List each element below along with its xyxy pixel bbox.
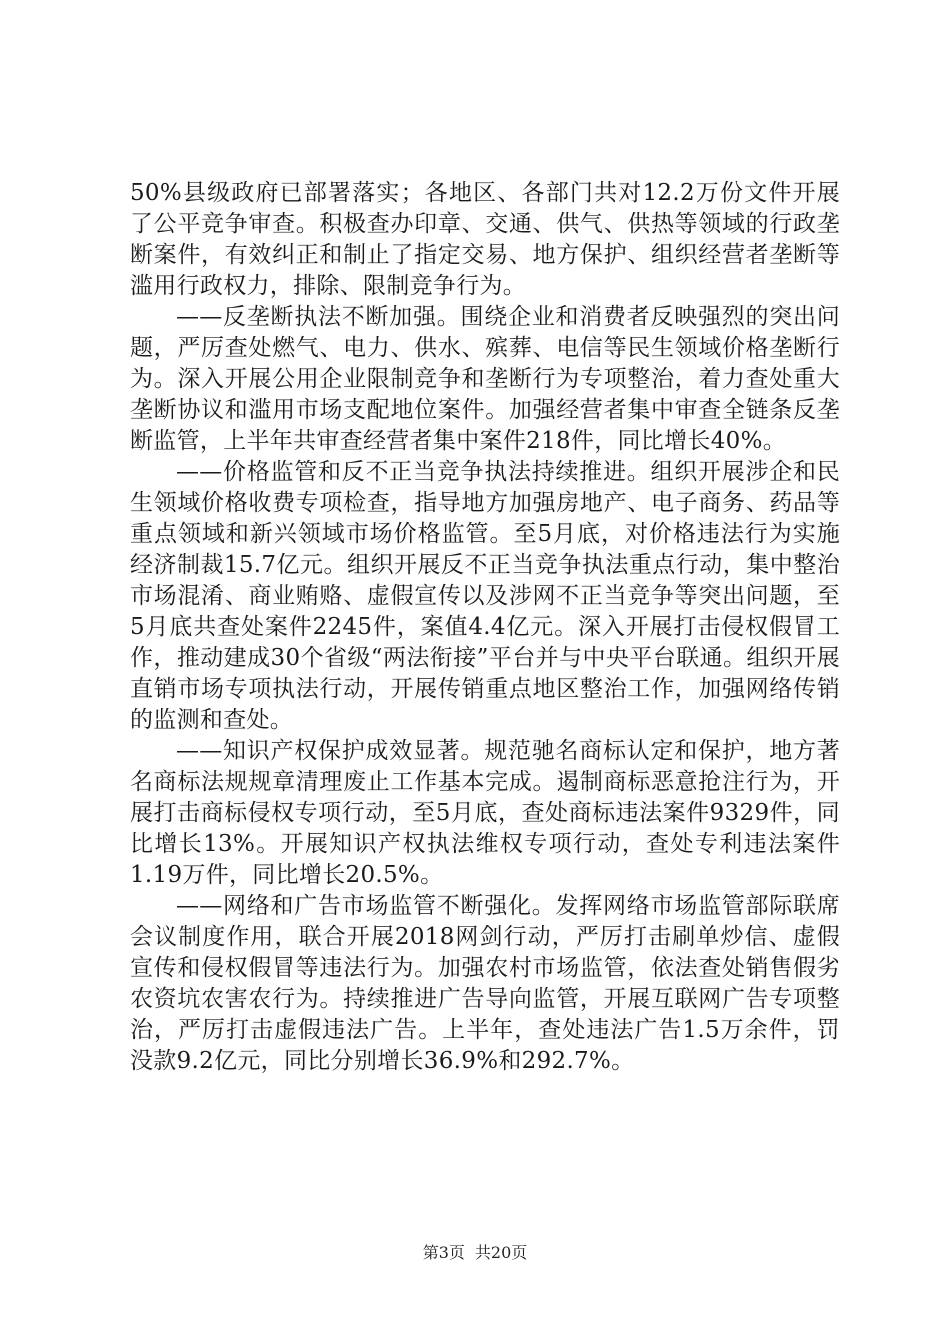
paragraph-price-supervision: ——价格监管和反不正当竞争执法持续推进。组织开展涉企和民生领域价格收费专项检查，指导地方加强房地产、电子商务、药品等重点领域和新兴领域市场价格监管。至5月底，对价格违法行为实施经济制裁15.7亿元。组织开展反不正当竞争执法重点行动，集中整治市场混淆、商业贿赂、虚假宣传以及涉网不正当竞争等突出问题，至5月底共查处案件2245件，案值4.4亿元。深入开展打击侵权假冒工作，推动建成30个省级“两法衔接”平台并与中央平台联通。组织开展直销市场专项执法行动，开展传销重点地区整治工作，加强网络传销的监测和查处。 — [130, 459, 840, 733]
paragraph-antitrust: ——反垄断执法不断加强。围绕企业和消费者反映强烈的突出问题，严厉查处燃气、电力、供水、殡葬、电信等民生领域价格垄断行为。深入开展公用企业限制竞争和垄断行为专项整治，着力查处重大垄断协议和滥用市场支配地位案件。加强经营者集中审查全链条反垄断监管，上半年共审查经营者集中案件218件，同比增长40%。 — [130, 304, 840, 454]
page-number: 第3页 — [422, 1243, 465, 1262]
paragraph-network-advertising: ——网络和广告市场监管不断强化。发挥网络市场监管部际联席会议制度作用，联合开展2018网剑行动，严厉打击刷单炒信、虚假宣传和侵权假冒等违法行为。加强农村市场监管，依法查处销售假劣农资坑农害农行为。持续推进广告导向监管，开展互联网广告专项整治，严厉打击虚假违法广告。上半年，查处违法广告1.5万余件，罚没款9.2亿元，同比分别增长36.9%和292.7%。 — [130, 893, 840, 1074]
paragraph-1: 50%县级政府已部署落实；各地区、各部门共对12.2万份文件开展了公平竞争审查。积极查办印章、交通、供气、供热等领域的行政垄断案件，有效纠正和制止了指定交易、地方保护、组织经营者垄断等滥用行政权力，排除、限制竞争行为。 — [130, 180, 840, 299]
document-body — [130, 178, 840, 1077]
page-total: 共20页 — [474, 1243, 528, 1262]
page-footer — [0, 1240, 950, 1263]
paragraph-ip-protection: ——知识产权保护成效显著。规范驰名商标认定和保护，地方著名商标法规规章清理废止工作基本完成。遏制商标恶意抢注行为，开展打击商标侵权专项行动，至5月底，查处商标违法案件9329件，同比增长13%。开展知识产权执法维权专项行动，查处专利违法案件1.19万件，同比增长20.5%。 — [130, 738, 840, 888]
